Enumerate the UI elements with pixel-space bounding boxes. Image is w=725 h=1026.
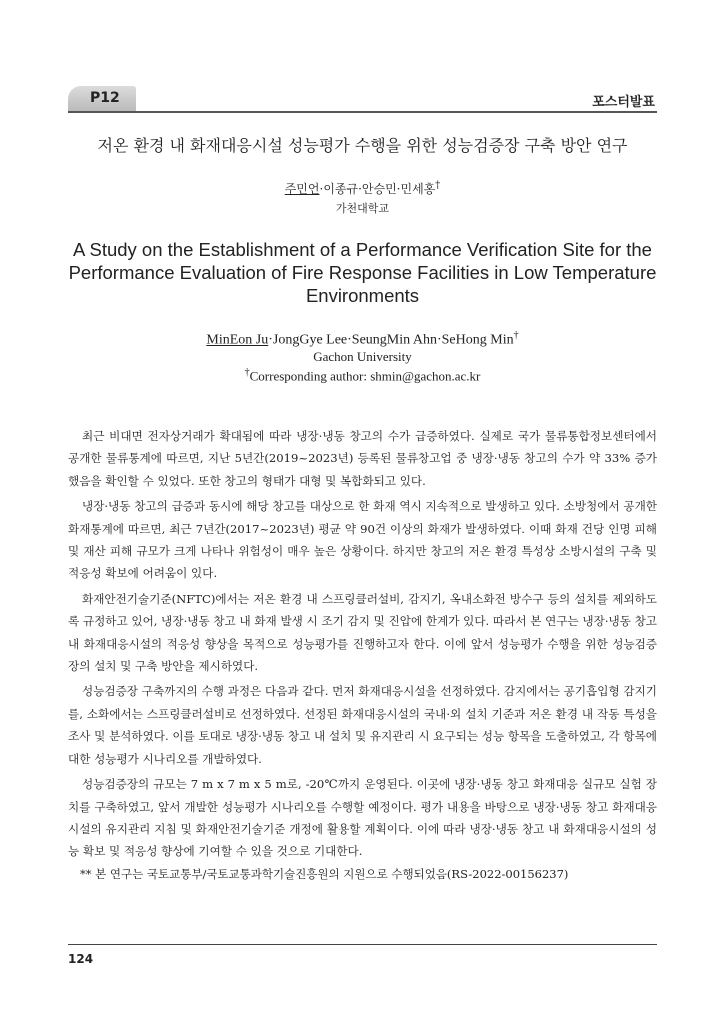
abstract-paragraph: 냉장·냉동 창고의 급증과 동시에 해당 창고를 대상으로 한 화재 역시 지속적으로 발생하고 있다. 소방청에서 공개한 화재통계에 따르면, 최근 7년간(2017~2023년) 평균 약 90건 이상의 화재가 발생하였다. 이때 화재 건당 인명 피해 및 재산 피해 규모가 크게 나타나 위험성이 매우 높은 상황이다. 하지만 창고의 저온 환경 특성상 소방시설의 구축 및 적응성 확보에 어려움이 있다. (68, 499, 657, 581)
page-number: 124 (68, 952, 94, 966)
korean-authors (0, 180, 725, 197)
abstract-paragraph: 성능검증장의 규모는 7 m x 7 m x 5 m로, -20℃까지 운영된다. 이곳에 냉장·냉동 창고 화재대응 실규모 실험 장치를 구축하였고, 앞서 개발한 성능평가 시나리오를 수행할 예정이다. 평가 내용을 바탕으로 냉장·냉동 창고 화재대응시설의 유지관리 지침 및 화재안전기술기준 개정에 활용할 계획이다. 이에 따라 냉장·냉동 창고 내 화재대응시설의 성능 확보 및 적응성 향상에 기여할 수 있을 것으로 기대한다. (68, 777, 657, 859)
english-affiliation: Gachon University (313, 349, 412, 364)
korean-affiliation: 가천대학교 (335, 202, 390, 215)
abstract-paragraph: 화재안전기술기준(NFTC)에서는 저온 환경 내 스프링클러설비, 감지기, 옥내소화전 방수구 등의 설치를 제외하도록 규정하고 있어, 냉장·냉동 창고 내 화재 발생 시 조기 감지 및 진압에 한계가 있다. 따라서 본 연구는 냉장·냉동 창고 내 화재대응시설의 적응성 향상을 목적으로 성능평가를 진행하고자 한다. 이에 앞서 성능평가 수행을 위한 성능검증장의 설치 및 구축 방안을 제시하였다. (68, 591, 657, 674)
header-divider (68, 111, 657, 113)
korean-other-authors: ·이종규·안승민·민세홍 (319, 182, 436, 196)
english-other-authors: ·JongGye Lee·SeungMin Ahn·SeHong Min (268, 332, 514, 348)
korean-corresponding-mark: † (435, 180, 441, 191)
corresponding-note-mark: † (244, 367, 250, 378)
english-corresponding-mark: † (513, 330, 519, 341)
korean-first-author: 주민언 (284, 182, 320, 196)
abstract-paragraph: 최근 비대면 전자상거래가 확대됨에 따라 냉장·냉동 창고의 수가 급증하였다. 실제로 국가 물류통합정보센터에서 공개한 물류통계에 따르면, 지난 5년간(2019~2023년) 등록된 물류창고업 중 냉장·냉동 창고의 수가 약 33% 증가했음을 확인할 수 있었다. 또한 창고의 형태가 대형 및 복합화되고 있다. (68, 429, 657, 488)
english-authors (0, 330, 725, 349)
abstract-body (68, 425, 657, 866)
section-label: 포스터발표 (592, 95, 655, 110)
footer-divider (68, 944, 657, 945)
english-title: A Study on the Establishment of a Performance Verification Site for the Performance Evaluation of Fire Response Facilities in Low Temperature Environments (68, 239, 657, 306)
korean-title: 저온 환경 내 화재대응시설 성능평가 수행을 위한 성능검증장 구축 방안 연구 (97, 136, 628, 155)
english-first-author: MinEon Ju (206, 332, 269, 348)
poster-code: P12 (90, 90, 120, 106)
abstract-paragraph: 성능검증장 구축까지의 수행 과정은 다음과 같다. 먼저 화재대응시설을 선정하였다. 감지에서는 공기흡입형 감지기를, 소화에서는 스프링클러설비로 선정하였다. 선정된 화재대응시설의 국내·외 설치 기준과 저온 환경 내 작동 특성을 조사 및 분석하였다. 이를 토대로 냉장·냉동 창고 내 설치 및 유지관리 시 요구되는 성능 항목을 도출하였고, 각 항목에 대한 성능평가 시나리오를 개발하였다. (68, 684, 657, 766)
corresponding-author-note (0, 367, 725, 384)
funding-footnote: ** 본 연구는 국토교통부/국토교통과학기술진흥원의 지원으로 수행되었음(RS-2022-00156237) (80, 867, 569, 881)
corresponding-note-text: Corresponding author: shmin@gachon.ac.kr (249, 368, 481, 384)
